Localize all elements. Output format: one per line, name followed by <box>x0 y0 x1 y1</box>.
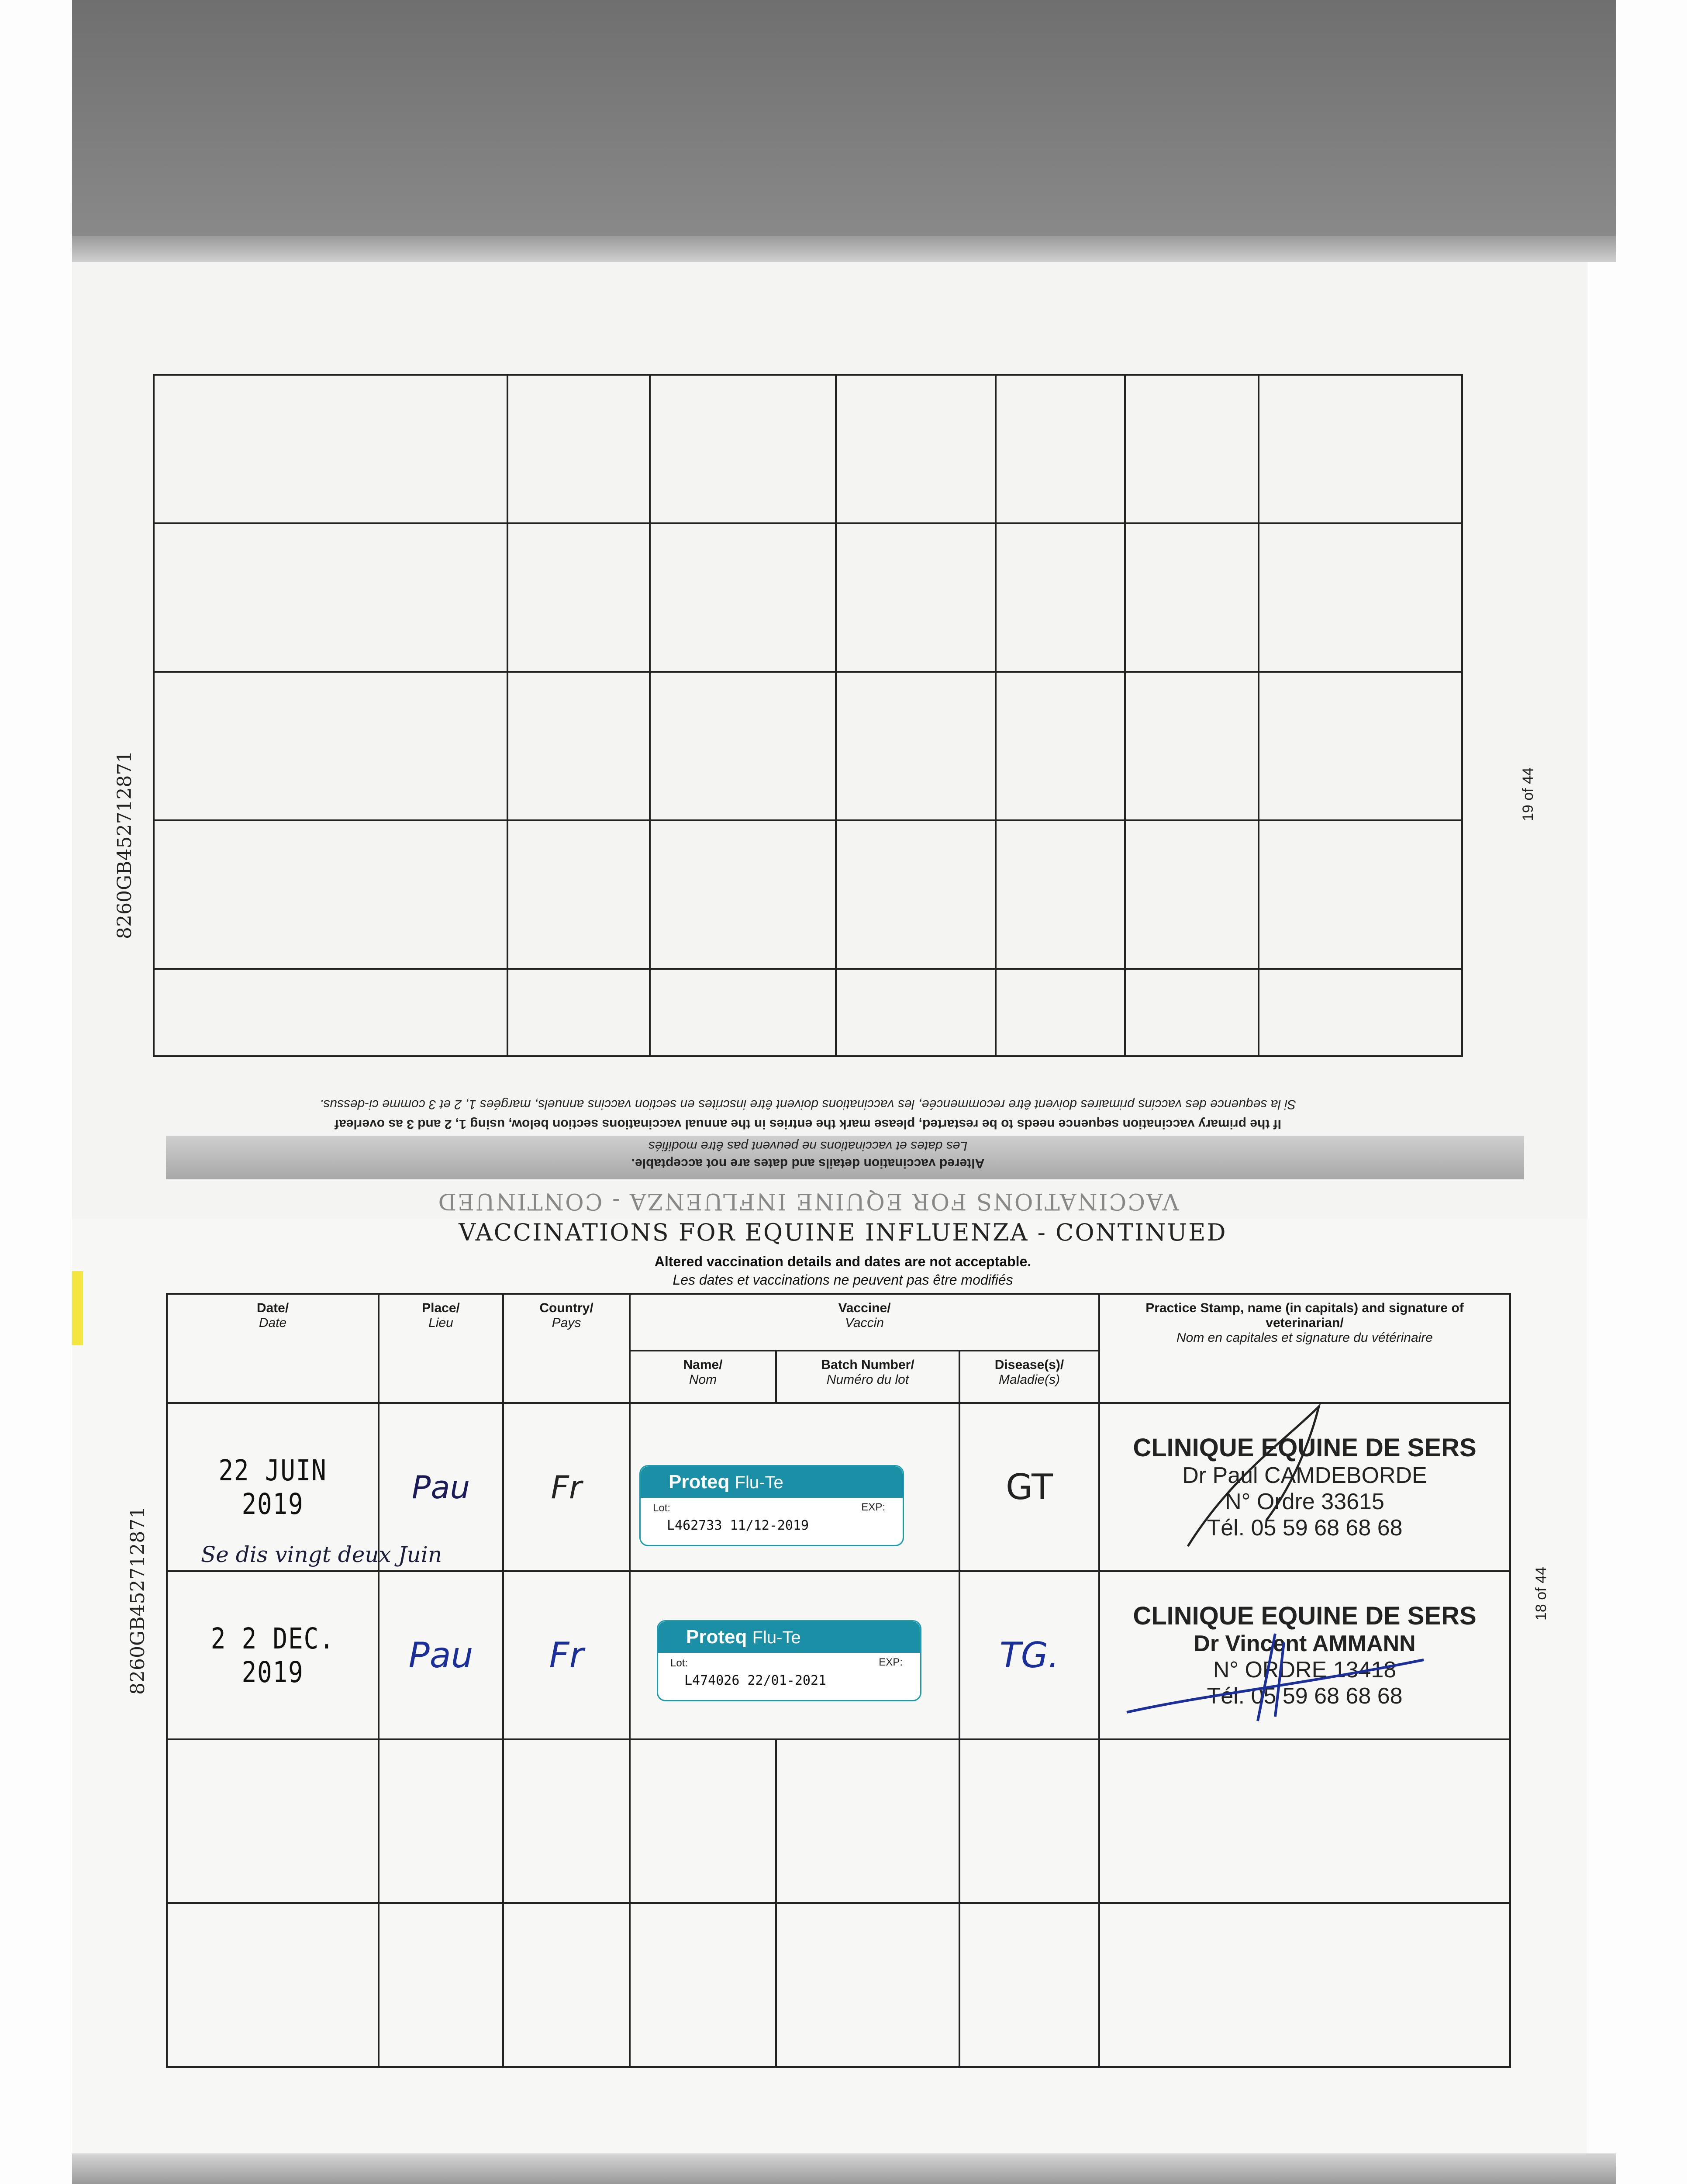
header-batch: Batch Number/ Numéro du lot <box>776 1351 959 1403</box>
stamp-phone: Tél. 05 59 68 68 68 <box>1207 1683 1403 1709</box>
header-country: Country/ Pays <box>503 1294 630 1403</box>
header-place: Place/ Lieu <box>379 1294 503 1403</box>
vaccine-label-cell <box>630 1571 959 1739</box>
country-value: Fr <box>551 1469 582 1506</box>
table-row <box>167 1903 1510 2067</box>
date-value: 22 JUIN 2019 <box>218 1453 327 1521</box>
flipped-heading: VACCINATIONS FOR EQUINE INFLUENZA - CONTINUED <box>437 1188 1179 1214</box>
table-row <box>167 1739 1510 1903</box>
vaccine-brand: Proteq <box>686 1626 747 1648</box>
flipped-notice-en: Altered vaccination details and dates are not acceptable. <box>631 1156 985 1171</box>
header-date: Date/ Date <box>167 1294 379 1403</box>
notice-en: Altered vaccination details and dates are not acceptable. <box>654 1254 1032 1269</box>
country-cell <box>503 1403 630 1571</box>
flipped-vaccination-table <box>153 374 1463 1057</box>
page-title: VACCINATIONS FOR EQUINE INFLUENZA - CONTINUED <box>459 1219 1227 1246</box>
flipped-page-19 <box>135 314 1480 1214</box>
stamp-clinic: CLINIQUE EQUINE DE SERS <box>1133 1434 1477 1462</box>
stamp-vet-name: Dr Paul CAMDEBORDE <box>1182 1463 1427 1488</box>
disease-value: GT <box>1006 1467 1053 1507</box>
vaccine-type: Flu-Te <box>752 1628 801 1647</box>
stamp-order-number: N° ORDRE 13418 <box>1213 1657 1397 1683</box>
exp-label: EXP: <box>879 1656 903 1668</box>
place-value: Pau <box>408 1635 473 1676</box>
signature-scribble-1 <box>1179 1389 1441 1555</box>
disease-cell <box>959 1403 1099 1571</box>
disease-value: TG. <box>999 1635 1059 1676</box>
place-value: Pau <box>411 1469 470 1506</box>
header-vaccine: Vaccine/ Vaccin <box>630 1294 1099 1351</box>
page-number-19: 19 of 44 <box>1520 767 1536 821</box>
header-name: Name/ Nom <box>630 1351 776 1403</box>
signature-scribble-2 <box>1118 1607 1511 1738</box>
place-cell <box>379 1571 503 1739</box>
handwritten-note: Se dis vingt deux Juin <box>201 1542 442 1567</box>
scanner-shadow <box>72 0 1616 245</box>
lot-value: L462733 11/12-2019 <box>667 1518 809 1533</box>
header-practice-stamp: Practice Stamp, name (in capitals) and signature of veterinarian/ Nom en capitales et signature du vétérinaire <box>1099 1294 1510 1403</box>
yellow-tab <box>72 1271 83 1345</box>
stamp-clinic: CLINIQUE EQUINE DE SERS <box>1133 1602 1477 1630</box>
flipped-instruction-en: If the primary vaccination sequence needs to be restarted, please mark the entries in the annual vaccinations section below, using 1, 2 and 3 as overleaf <box>335 1117 1281 1131</box>
passport-code-bottom: 8260GB452712871 <box>127 1506 149 1695</box>
vaccine-label-cell <box>630 1403 959 1571</box>
vaccine-sticker <box>657 1620 921 1701</box>
country-value: Fr <box>549 1635 584 1676</box>
header-disease: Disease(s)/ Maladie(s) <box>959 1351 1099 1403</box>
lot-value: L474026 22/01-2021 <box>684 1673 827 1688</box>
date-value: 2 2 DEC. 2019 <box>210 1621 335 1689</box>
stamp-vet-name: Dr Vincent AMMANN <box>1194 1631 1416 1656</box>
exp-label: EXP: <box>861 1501 885 1513</box>
vaccine-type: Flu-Te <box>735 1473 783 1492</box>
lot-label: Lot: <box>670 1657 688 1669</box>
flipped-notice-fr: Les dates et vaccinations ne peuvent pas être modifiés <box>648 1139 968 1153</box>
flipped-instruction-fr: Si la sequence des vaccins primaires doivent être recommencée, les vaccinations doivent être inscrites en section vaccins annuels, margées 1, 2 et 3 comme ci-dessus. <box>319 1097 1297 1112</box>
passport-cover-edge <box>72 236 1616 262</box>
page-number-18: 18 of 44 <box>1533 1567 1549 1621</box>
date-cell <box>167 1571 379 1739</box>
stamp-order-number: N° Ordre 33615 <box>1225 1489 1384 1514</box>
disease-cell <box>959 1571 1099 1739</box>
vaccine-brand: Proteq <box>669 1471 730 1493</box>
country-cell <box>503 1571 630 1739</box>
lot-label: Lot: <box>653 1502 671 1514</box>
passport-code-top: 8260GB452712871 <box>114 750 136 939</box>
vaccine-sticker <box>639 1465 904 1546</box>
stamp-phone: Tél. 05 59 68 68 68 <box>1207 1515 1403 1541</box>
scanner-bottom-edge <box>72 2153 1616 2184</box>
notice-fr: Les dates et vaccinations ne peuvent pas être modifiés <box>673 1272 1013 1288</box>
